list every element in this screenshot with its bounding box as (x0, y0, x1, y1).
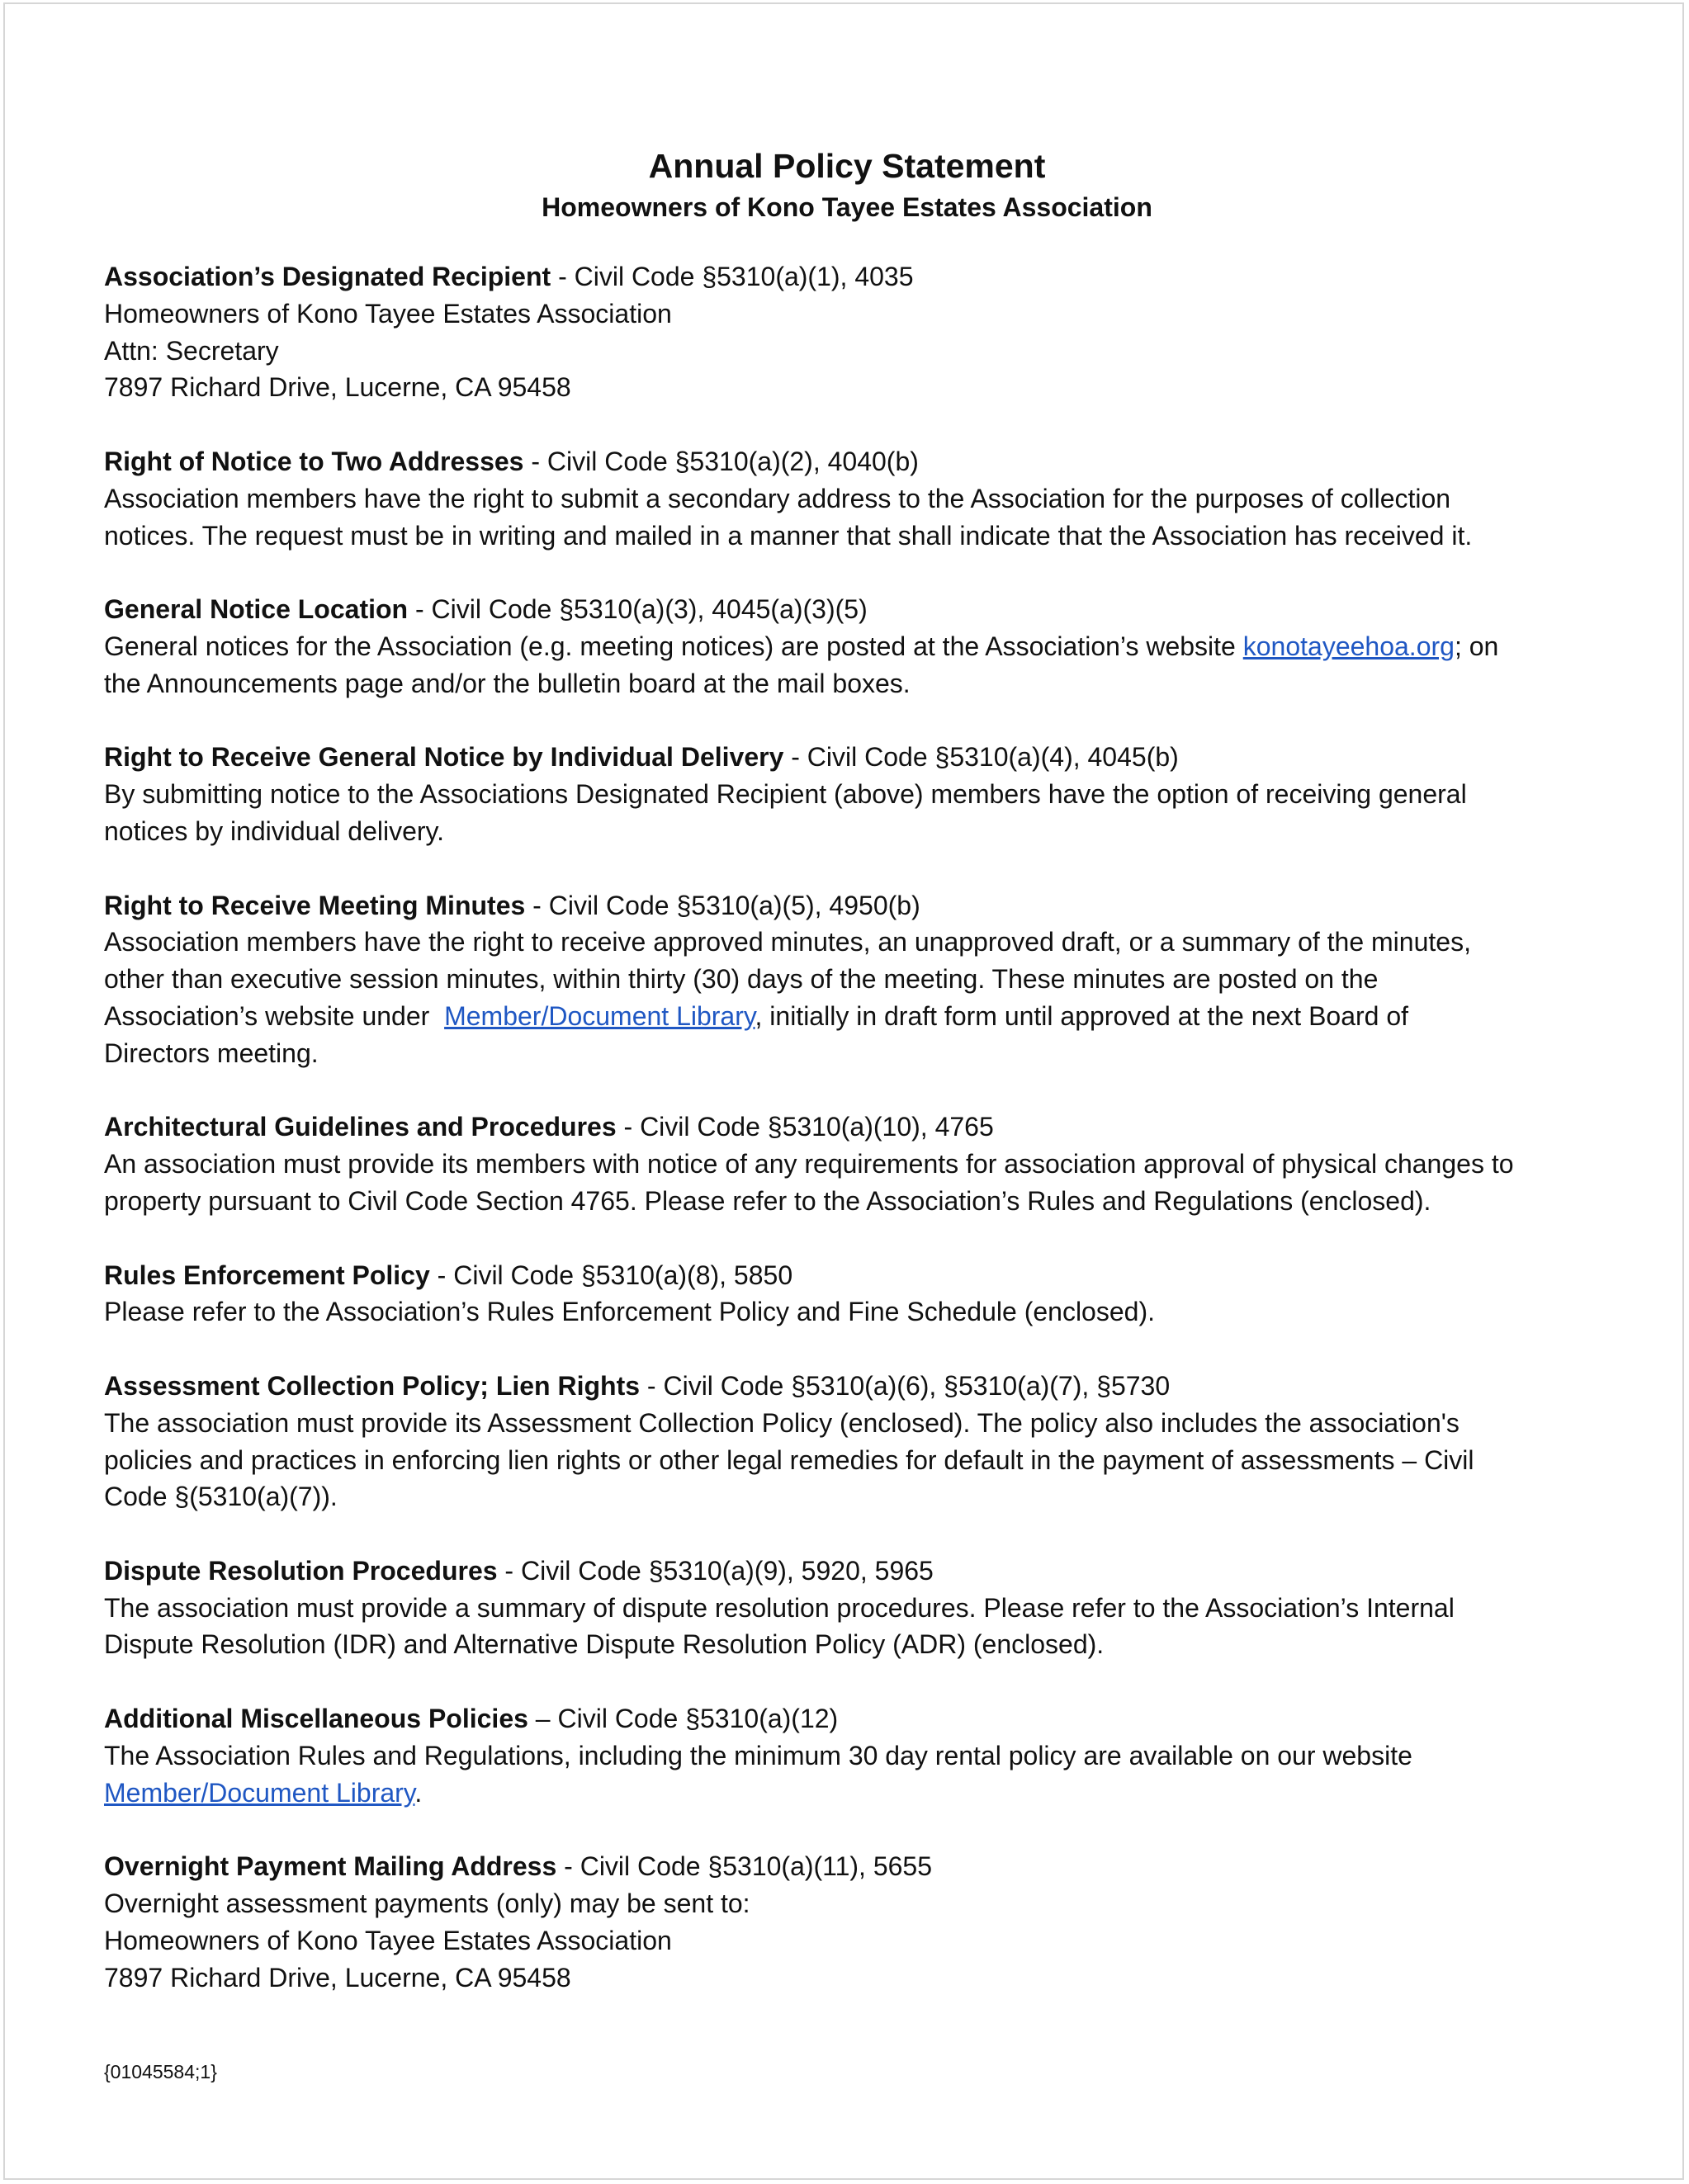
section-text: . (414, 1777, 423, 1808)
section-text-line: other than executive session minutes, within thirty (30) days of the meeting. These minutes are posted on the (104, 964, 1379, 995)
section-text-line: Association members have the right to submit a secondary address to the Association for the purposes of collection (104, 483, 1451, 513)
section-overnight-payment (104, 1848, 1590, 1996)
section-heading: Rules Enforcement Policy (104, 1260, 430, 1290)
website-link[interactable]: konotayeehoa.org (1242, 631, 1455, 661)
section-architectural-guidelines (104, 1109, 1590, 1219)
section-miscellaneous-policies (104, 1700, 1590, 1811)
section-heading-line (104, 1368, 1590, 1405)
section-text-line: 7897 Richard Drive, Lucerne, CA 95458 (104, 372, 571, 403)
section-assessment-collection (104, 1368, 1590, 1515)
section-dispute-resolution (104, 1553, 1590, 1663)
section-text-line: By submitting notice to the Associations Designated Recipient (above) members have the option of receiving general (104, 779, 1467, 810)
section-heading: Assessment Collection Policy; Lien Rights (104, 1370, 641, 1401)
section-text: Association’s website under (104, 1000, 445, 1031)
section-heading: Architectural Guidelines and Procedures (104, 1112, 617, 1142)
section-heading-line (104, 1553, 1590, 1590)
section-heading: Dispute Resolution Procedures (104, 1555, 498, 1586)
section-text-line: Overnight assessment payments (only) may be sent to: (104, 1889, 750, 1919)
section-citation: - Civil Code §5310(a)(9), 5920, 5965 (497, 1555, 934, 1586)
section-designated-recipient (104, 258, 1590, 406)
section-text-line: The Association Rules and Regulations, including the minimum 30 day rental policy are available on our website (104, 1740, 1412, 1770)
section-text-line (104, 628, 1590, 665)
section-text-line: property pursuant to Civil Code Section 4765. Please refer to the Association’s Rules and Regulations (enclosed). (104, 1185, 1431, 1216)
section-citation: - Civil Code §5310(a)(10), 4765 (616, 1112, 994, 1142)
section-text-line: Homeowners of Kono Tayee Estates Association (104, 1925, 672, 1955)
section-heading-line (104, 1257, 1590, 1294)
section-text-line: Code §(5310(a)(7)). (104, 1482, 338, 1512)
section-citation: - Civil Code §5310(a)(3), 4045(a)(3)(5) (408, 594, 868, 625)
section-text-line: The association must provide a summary of dispute resolution procedures. Please refer to the Association’s Internal (104, 1592, 1455, 1623)
section-citation: - Civil Code §5310(a)(1), 4035 (551, 262, 914, 291)
section-heading-line (104, 739, 1590, 776)
section-text: ; on (1454, 631, 1499, 661)
section-text-line: Association members have the right to receive approved minutes, an unapproved draft, or a summary of the minutes, (104, 927, 1471, 957)
document-page (3, 2, 1684, 2180)
section-text-line: Please refer to the Association’s Rules Enforcement Policy and Fine Schedule (enclosed). (104, 1297, 1155, 1327)
section-text-line: An association must provide its members with notice of any requirements for association approval of physical changes to (104, 1149, 1514, 1179)
section-heading-line (104, 1109, 1590, 1146)
section-text-line: Homeowners of Kono Tayee Estates Association (104, 298, 672, 329)
section-heading: Additional Miscellaneous Policies (104, 1704, 528, 1734)
document-reference-code: {01045584;1} (104, 2061, 217, 2082)
section-rules-enforcement (104, 1257, 1590, 1331)
document-library-link[interactable]: Member/Document Library (444, 1000, 755, 1031)
section-heading-line (104, 443, 1590, 480)
section-text-line: the Announcements page and/or the bulletin board at the mail boxes. (104, 668, 911, 698)
section-text-line: policies and practices in enforcing lien rights or other legal remedies for default in the payment of assessments – Civil (104, 1444, 1474, 1475)
section-text-line: The association must provide its Assessment Collection Policy (enclosed). The policy also includes the association's (104, 1407, 1460, 1438)
document-library-link[interactable]: Member/Document Library (104, 1777, 415, 1808)
section-text-line: notices by individual delivery. (104, 815, 445, 846)
section-two-addresses (104, 443, 1590, 554)
section-citation: - Civil Code §5310(a)(5), 4950(b) (525, 890, 920, 920)
section-citation: - Civil Code §5310(a)(4), 4045(b) (783, 742, 1179, 773)
section-text-line (104, 998, 1590, 1035)
section-citation: - Civil Code §5310(a)(11), 5655 (556, 1851, 933, 1882)
section-text: , initially in draft form until approved at the next Board of (755, 1000, 1409, 1031)
section-text-line: Attn: Secretary (104, 335, 279, 366)
section-heading-line (104, 591, 1590, 628)
section-text-line: notices. The request must be in writing and mailed in a manner that shall indicate that the Association has received it. (104, 520, 1473, 551)
section-citation: - Civil Code §5310(a)(2), 4040(b) (523, 446, 919, 476)
section-heading: General Notice Location (104, 594, 409, 625)
document-content (104, 143, 1590, 2033)
section-heading: Association’s Designated Recipient (104, 262, 551, 291)
section-text-line: Directors meeting. (104, 1038, 319, 1068)
section-heading-line (104, 887, 1590, 924)
section-citation: – Civil Code §5310(a)(12) (528, 1704, 839, 1734)
section-heading: Right to Receive General Notice by Individual Delivery (104, 742, 784, 773)
document-subtitle: Homeowners of Kono Tayee Estates Association (542, 192, 1152, 222)
section-meeting-minutes (104, 887, 1590, 1072)
section-citation: - Civil Code §5310(a)(6), §5310(a)(7), §5730 (640, 1370, 1171, 1401)
section-text-line (104, 1775, 1590, 1812)
section-heading-line (104, 1700, 1590, 1737)
section-text: General notices for the Association (e.g. meeting notices) are posted at the Association’s website (104, 631, 1243, 661)
section-text-line: 7897 Richard Drive, Lucerne, CA 95458 (104, 1962, 571, 1993)
section-individual-delivery (104, 739, 1590, 849)
document-title: Annual Policy Statement (648, 147, 1046, 185)
section-heading: Right to Receive Meeting Minutes (104, 890, 526, 920)
section-heading-line (104, 1848, 1590, 1885)
section-heading: Overnight Payment Mailing Address (104, 1851, 557, 1882)
section-text-line: Dispute Resolution (IDR) and Alternative Dispute Resolution Policy (ADR) (enclosed). (104, 1629, 1105, 1660)
section-citation: - Civil Code §5310(a)(8), 5850 (429, 1260, 793, 1290)
section-general-notice-location (104, 591, 1590, 702)
section-heading-line (104, 258, 1590, 295)
section-heading: Right of Notice to Two Addresses (104, 446, 524, 476)
